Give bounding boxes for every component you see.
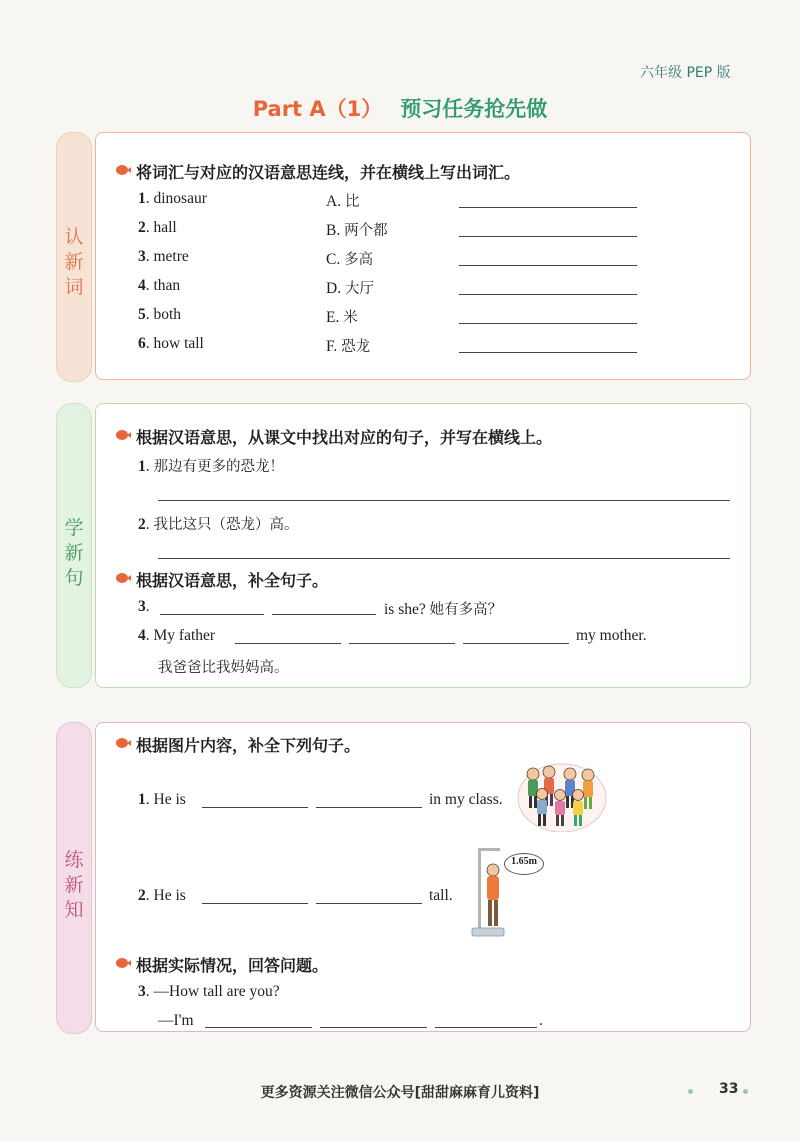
- question-text: He is: [153, 791, 186, 808]
- question: 3.: [138, 598, 150, 615]
- vocab-word: 3. metre: [138, 248, 189, 265]
- question-text: my mother.: [576, 627, 647, 644]
- answer-line[interactable]: [158, 558, 730, 559]
- section-tab-practice: [56, 722, 92, 1034]
- answer-line[interactable]: [202, 807, 308, 808]
- question-text: tall.: [429, 887, 453, 904]
- item-number: 6: [138, 335, 146, 352]
- answer-line[interactable]: [459, 352, 637, 353]
- item-number: 2: [138, 219, 146, 236]
- item-number: 1: [138, 791, 146, 808]
- instruction: 根据图片内容，补全下列句子。: [136, 736, 361, 755]
- chinese-text: 我爸爸比我妈妈高。: [158, 660, 289, 676]
- section-tab-vocab: [56, 132, 92, 382]
- option-letter: C.: [326, 251, 341, 268]
- vocab-word: 2. hall: [138, 219, 177, 236]
- question: 4. My father: [138, 627, 216, 644]
- chinese-meaning: 多高: [344, 252, 374, 268]
- answer-line[interactable]: [349, 643, 455, 644]
- option-letter: E.: [326, 309, 340, 326]
- question-text: 那边有更多的恐龙！: [153, 459, 284, 475]
- instruction: 将词汇与对应的汉语意思连线，并在横线上写出词汇。: [136, 163, 521, 182]
- question-text: 我比这只（恐龙）高。: [153, 517, 299, 533]
- vocab-word: 1. dinosaur: [138, 190, 207, 207]
- section-sentences: [95, 403, 751, 688]
- english-word: than: [153, 277, 181, 294]
- english-word: metre: [153, 248, 189, 265]
- tab-char: 新: [64, 251, 84, 273]
- meaning: [326, 219, 388, 240]
- decor-dot: [743, 1089, 748, 1094]
- grade-label: 六年级 PEP 版: [640, 65, 731, 81]
- leaf-bullet-icon: [116, 164, 131, 176]
- question-text: in my class.: [429, 791, 503, 808]
- item-number: 1: [138, 458, 146, 475]
- tab-char: 知: [64, 899, 84, 921]
- tab-char: 句: [64, 567, 84, 589]
- page-number: 33: [719, 1081, 739, 1097]
- translation: [158, 656, 289, 677]
- leaf-bullet-icon: [116, 957, 131, 969]
- period: .: [539, 1012, 543, 1029]
- section-tab-sentences: [56, 403, 92, 688]
- leaf-bullet-icon: [116, 737, 131, 749]
- answer-line[interactable]: [435, 1027, 537, 1028]
- tab-char: 认: [64, 226, 84, 248]
- answer-line[interactable]: [459, 294, 637, 295]
- instruction: 根据汉语意思，补全句子。: [136, 571, 329, 590]
- answer-line[interactable]: [158, 500, 730, 501]
- item-number: 2: [138, 516, 146, 533]
- instruction: 根据汉语意思，从课文中找出对应的句子，并写在横线上。: [136, 428, 553, 447]
- decor-dot: [688, 1089, 693, 1094]
- tab-char: 新: [64, 542, 84, 564]
- vocab-word: 5. both: [138, 306, 182, 323]
- item-number: 1: [138, 190, 146, 207]
- question: 2. 我比这只（恐龙）高。: [138, 516, 299, 533]
- item-number: 3: [138, 598, 146, 615]
- item-number: 5: [138, 306, 146, 323]
- page-title: [0, 93, 800, 123]
- tab-char: 词: [64, 276, 84, 298]
- option-letter: F.: [326, 338, 338, 355]
- answer-line[interactable]: [272, 614, 376, 615]
- question-text: He is: [153, 887, 186, 904]
- question-text: —How tall are you?: [153, 983, 280, 1000]
- item-number: 3: [138, 248, 146, 265]
- answer-line[interactable]: [459, 323, 637, 324]
- question: 1. 那边有更多的恐龙！: [138, 458, 284, 475]
- vocab-word: 6. how tall: [138, 335, 204, 352]
- answer-line[interactable]: [320, 1027, 427, 1028]
- english-word: dinosaur: [153, 190, 207, 207]
- meaning: [326, 277, 374, 298]
- task-label: 预习任务抢先做: [400, 97, 548, 121]
- question: 1. He is: [138, 791, 186, 808]
- chinese-text: 她有多高？: [429, 602, 503, 618]
- vocab-word: 4. than: [138, 277, 181, 294]
- height-label: 1.65m: [511, 856, 537, 867]
- question-text: My father: [153, 627, 216, 644]
- answer-line[interactable]: [459, 265, 637, 266]
- answer-line[interactable]: [459, 236, 637, 237]
- option-letter: A.: [326, 193, 342, 210]
- tab-char: 学: [64, 517, 84, 539]
- meaning: [326, 190, 359, 211]
- chinese-meaning: 比: [344, 194, 360, 210]
- item-number: 2: [138, 887, 146, 904]
- english-text: is she?: [384, 601, 426, 618]
- meaning: [326, 248, 373, 269]
- tab-char: 新: [64, 874, 84, 896]
- footer-text: 更多资源关注微信公众号[甜甜麻麻育儿资料]: [260, 1085, 540, 1101]
- question-text: [384, 598, 502, 619]
- item-number: 4: [138, 277, 146, 294]
- chinese-meaning: 大厅: [344, 281, 374, 297]
- english-word: how tall: [153, 335, 204, 352]
- option-letter: D.: [326, 280, 342, 297]
- chinese-meaning: 恐龙: [341, 339, 371, 355]
- item-number: 3: [138, 983, 146, 1000]
- height-scale-illustration: [470, 846, 508, 938]
- answer-line[interactable]: [160, 614, 264, 615]
- answer-line[interactable]: [205, 1027, 312, 1028]
- answer-line[interactable]: [459, 207, 637, 208]
- english-word: both: [153, 306, 182, 323]
- leaf-bullet-icon: [116, 429, 131, 441]
- answer-line[interactable]: [202, 903, 308, 904]
- answer-line[interactable]: [235, 643, 341, 644]
- item-number: 4: [138, 627, 146, 644]
- part-label: Part A（1）: [252, 97, 383, 121]
- question: 2. He is: [138, 887, 186, 904]
- answer-line[interactable]: [463, 643, 569, 644]
- chinese-meaning: 两个都: [344, 223, 388, 239]
- instruction: 根据实际情况，回答问题。: [136, 956, 329, 975]
- kids-group-illustration: [516, 760, 608, 832]
- chinese-meaning: 米: [343, 310, 358, 326]
- meaning: [326, 335, 370, 356]
- meaning: [326, 306, 358, 327]
- leaf-bullet-icon: [116, 572, 131, 584]
- answer-line[interactable]: [316, 903, 422, 904]
- answer-prefix: —I'm: [158, 1012, 194, 1029]
- question: 3. —How tall are you?: [138, 983, 280, 1000]
- option-letter: B.: [326, 222, 341, 239]
- answer-line[interactable]: [316, 807, 422, 808]
- english-word: hall: [153, 219, 177, 236]
- tab-char: 练: [64, 849, 84, 871]
